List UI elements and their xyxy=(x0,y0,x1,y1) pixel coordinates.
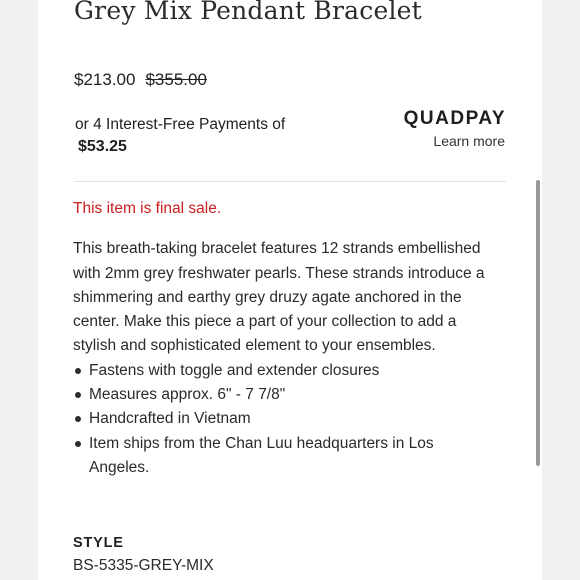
sale-price: $213.00 xyxy=(74,70,136,89)
product-description xyxy=(73,197,497,480)
product-detail-panel xyxy=(38,0,542,580)
description-text: This breath-taking bracelet features 12 strands embellished with 2mm grey freshwater pearls. These strands introduce a shimmering and earthy grey druzy agate anchored in the center. Make this piece a part of your collection to add a stylish and sophisticated element to your ensembles. xyxy=(73,240,485,355)
feature-list xyxy=(73,359,497,480)
list-item: Fastens with toggle and extender closures xyxy=(73,359,497,383)
price-row xyxy=(74,70,207,90)
product-title: Grey Mix Pendant Bracelet xyxy=(74,0,422,25)
style-label: STYLE xyxy=(73,535,124,551)
divider xyxy=(74,181,506,182)
installment-info xyxy=(75,114,285,158)
quadpay-logo: QUADPAY xyxy=(403,108,506,129)
final-sale-notice: This item is final sale. xyxy=(73,200,222,217)
list-item: Item ships from the Chan Luu headquarters in Los Angeles. xyxy=(73,432,497,481)
list-item: Measures approx. 6" - 7 7/8" xyxy=(73,383,497,407)
style-value: BS-5335-GREY-MIX xyxy=(73,557,214,574)
installment-text: or 4 Interest-Free Payments of xyxy=(75,116,286,133)
learn-more-link[interactable]: Learn more xyxy=(433,133,505,149)
quadpay-widget xyxy=(404,108,506,149)
list-item: Handcrafted in Vietnam xyxy=(73,407,497,431)
scrollbar[interactable] xyxy=(536,180,540,466)
installment-amount: $53.25 xyxy=(78,138,127,155)
original-price: $355.00 xyxy=(145,70,207,89)
